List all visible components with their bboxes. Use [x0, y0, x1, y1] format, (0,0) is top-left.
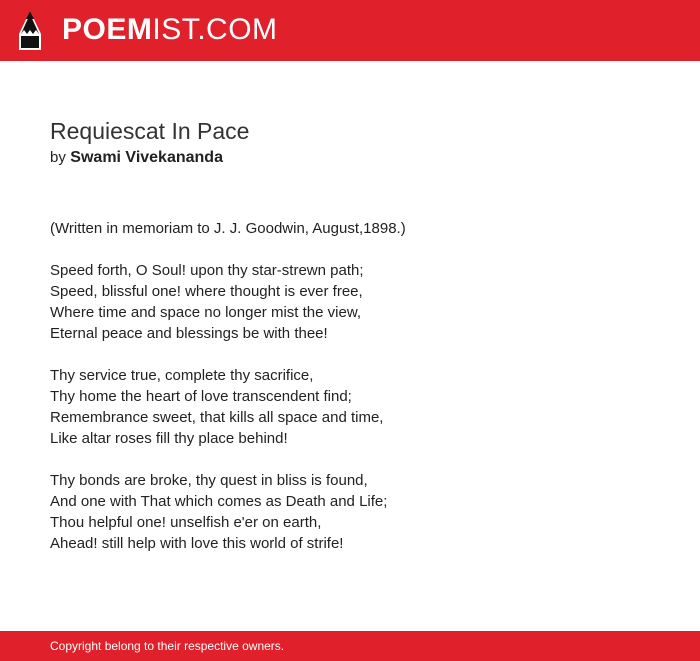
poem-line: Thy service true, complete thy sacrifice,: [50, 367, 314, 384]
pencil-tip-icon[interactable]: [17, 10, 43, 52]
stanza-gap: [50, 449, 670, 470]
by-label: by: [50, 149, 66, 166]
poem-dedication: (Written in memoriam to J. J. Goodwin, August,1898.): [50, 220, 406, 237]
copyright-notice: Copyright belong to their respective owners.: [50, 639, 285, 653]
poem-line: Speed forth, O Soul! upon thy star-strewn path;: [50, 262, 364, 279]
poem-line: Where time and space no longer mist the view,: [50, 304, 361, 321]
poem-line: And one with That which comes as Death and Life;: [50, 493, 388, 510]
site-header: [0, 0, 700, 61]
poem-byline: [50, 147, 670, 169]
stanza-gap: [50, 239, 670, 260]
poem-line: Thou helpful one! unselfish e'er on earth,: [50, 514, 322, 531]
poem-title: Requiescat In Pace: [50, 118, 250, 144]
poem-line: Like altar roses fill thy place behind!: [50, 430, 288, 447]
poem-line: Thy bonds are broke, thy quest in bliss is found,: [50, 472, 368, 489]
poem-line: Ahead! still help with love this world of strife!: [50, 535, 344, 552]
poem-line: Speed, blissful one! where thought is ever free,: [50, 283, 363, 300]
poem-content: [50, 116, 670, 554]
logo-light-part: IST.COM: [152, 13, 278, 46]
poem-line: Remembrance sweet, that kills all space and time,: [50, 409, 384, 426]
stanza-gap: [50, 344, 670, 365]
logo-bold-part: POEM: [62, 13, 153, 46]
poem-line: Thy home the heart of love transcendent find;: [50, 388, 352, 405]
author-name: Swami Vivekananda: [70, 149, 223, 166]
poem-line: Eternal peace and blessings be with thee!: [50, 325, 328, 342]
site-logo[interactable]: [62, 10, 278, 50]
site-footer: [0, 631, 700, 661]
poem-body: [50, 218, 670, 554]
